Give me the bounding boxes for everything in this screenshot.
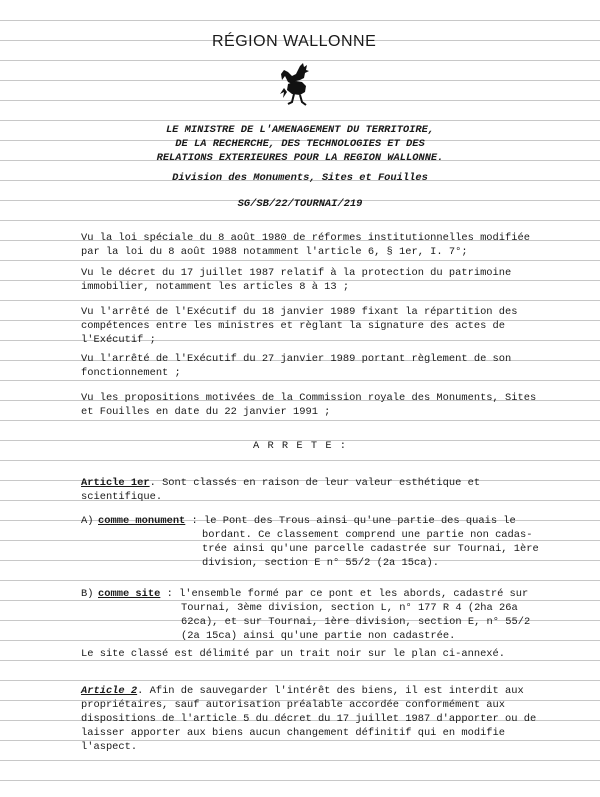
considerant-3-line-1: Vu l'arrêté de l'Exécutif du 18 janvier 1989 fixant la répartition des [81, 306, 518, 318]
considerant-2-line-2: immobilier, notamment les articles 8 à 13 ; [81, 281, 350, 293]
considerant-3-line-2: compétences entre les ministres et règlant la signature des actes de [81, 320, 506, 332]
article-2-label: Article 2 [81, 685, 138, 697]
article-2-line-4: laisser apporter aux biens aucun changement définitif qui en modifie [81, 727, 506, 739]
reference-number: SG/SB/22/TOURNAI/219 [237, 198, 363, 210]
division-name: Division des Monuments, Sites et Fouilles [172, 172, 428, 184]
considerant-1-line-1: Vu la loi spéciale du 8 août 1980 de réformes institutionnelles modifiée [81, 232, 530, 244]
considerant-4-line-1: Vu l'arrêté de l'Exécutif du 27 janvier 1989 portant règlement de son [81, 353, 512, 365]
article-1-a-prefix: A) [81, 515, 94, 527]
article-2-line-1: Article 2. Afin de sauvegarder l'intérêt des biens, il est interdit aux [81, 685, 524, 697]
article-1-label: Article 1er [81, 477, 150, 489]
considerant-1-line-2: par la loi du 8 août 1988 notamment l'article 6, § 1er, I. 7°; [81, 246, 468, 258]
considerant-3-line-3: l'Exécutif ; [81, 334, 156, 346]
article-1-a-line-1: comme monument : le Pont des Trous ainsi qu'une partie des quais le [98, 515, 516, 527]
article-1-a-line-3: trée ainsi qu'une parcelle cadastrée sur Tournai, 1ère [202, 543, 539, 555]
arrete-heading: A R R E T E : [252, 440, 348, 452]
comme-site-label: comme site [98, 588, 161, 600]
article-1-b-line-1: comme site : l'ensemble formé par ce pont et les abords, cadastré sur [98, 588, 529, 600]
considerant-2-line-1: Vu le décret du 17 juillet 1987 relatif à la protection du patrimoine [81, 267, 512, 279]
article-1-a-line-4: division, section E n° 55/2 (2a 15ca). [202, 557, 439, 569]
article-1-line-1: Article 1er. Sont classés en raison de leur valeur esthétique et [81, 477, 481, 489]
article-1-b-line-4: (2a 15ca) ainsi qu'une partie non cadastrée. [181, 630, 456, 642]
considerant-5-line-2: et Fouilles en date du 22 janvier 1991 ; [81, 406, 331, 418]
article-1-b-prefix: B) [81, 588, 94, 600]
rooster-icon [278, 62, 318, 108]
authority-line-3: RELATIONS EXTERIEURES POUR LA REGION WALLONNE. [156, 152, 444, 164]
article-1-line-2: scientifique. [81, 491, 163, 503]
article-1-closing: Le site classé est délimité par un trait noir sur le plan ci-annexé. [81, 648, 506, 660]
considerant-4-line-2: fonctionnement ; [81, 367, 181, 379]
considerant-5-line-1: Vu les propositions motivées de la Commission royale des Monuments, Sites [81, 392, 537, 404]
article-2-line-3: dispositions de l'article 5 du décret du 17 juillet 1987 d'apporter ou de [81, 713, 537, 725]
authority-line-2: DE LA RECHERCHE, DES TECHNOLOGIES ET DES [175, 138, 425, 150]
article-1-b-line-2: Tournai, 3ème division, section L, n° 177 R 4 (2ha 26a [181, 602, 518, 614]
comme-monument-label: comme monument [98, 515, 186, 527]
article-2-line-2: propriétaires, sauf autorisation préalable accordée conformément aux [81, 699, 506, 711]
article-1-b-line-3: 62ca), et sur Tournai, 1ère division, section E, n° 55/2 [181, 616, 531, 628]
authority-line-1: LE MINISTRE DE L'AMENAGEMENT DU TERRITOIRE, [165, 124, 435, 136]
article-2-line-5: l'aspect. [81, 741, 138, 753]
article-1-a-line-2: bordant. Ce classement comprend une partie non cadas- [202, 529, 533, 541]
document-header-title: RÉGION WALLONNE [212, 33, 377, 50]
